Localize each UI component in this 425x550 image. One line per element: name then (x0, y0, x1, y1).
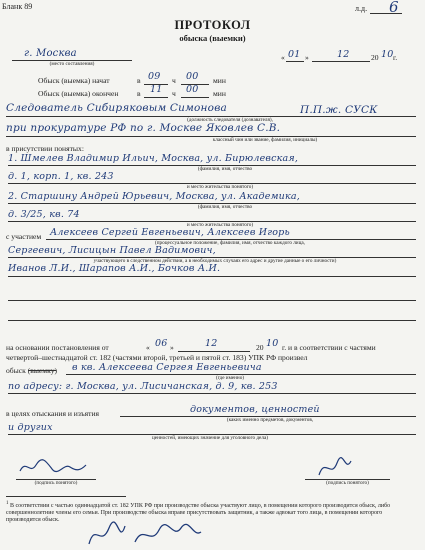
participants-line2: Сергеевич, Лисицын Павел Вадимович, (8, 245, 216, 256)
basis-day: 06 (155, 338, 168, 349)
basis-open-quote: « (146, 343, 150, 352)
end-label: Обыск (выемка) окончен (38, 89, 119, 98)
witness1-caption2: и место жительства понятого) (186, 184, 254, 190)
footnote-rule (6, 496, 126, 497)
participants-caption1: (процессуальное положение, фамилия, имя, отчество каждого лица, (155, 240, 305, 246)
investigator-caption1: (должность следователя (дознавателя), (187, 117, 273, 123)
basis-line4-rule (8, 393, 416, 394)
basis-line4: по адресу: г. Москва, ул. Лисичанская, д. 9, кв. 253 (8, 381, 278, 392)
basis-close-quote: » (170, 343, 174, 352)
investigator-line1b: П.П.ж. СУСК (300, 104, 378, 116)
sheet-label: л.д. (355, 4, 368, 13)
witness1-signature-caption: (подпись понятого) (34, 480, 78, 486)
start-in-label: в (137, 76, 141, 85)
investigator-caption2: классный чин или звание, фамилия, инициалы) (212, 137, 318, 143)
end-minute-line (181, 97, 209, 98)
date-year-value: 10 (381, 49, 394, 60)
basis-suffix: г. и в соответствии с частями (282, 343, 376, 352)
date-day: 01 (288, 49, 301, 60)
end-in-label: в (137, 89, 141, 98)
participants-rule4 (8, 300, 416, 301)
form-label: Бланк 89 (2, 2, 33, 11)
witness1-line1: 1. Шмелев Владимир Ильич, Москва, ул. Бирюлевская, (8, 153, 299, 164)
purpose-caption1: (каких именно предметов, документов, (226, 417, 314, 423)
basis-month-line (178, 351, 250, 352)
witness2-signature-caption: (подпись понятого) (326, 480, 369, 486)
witness2-caption: (фамилия, имя, отчество (197, 204, 253, 210)
footnote-marker: 1 (6, 501, 9, 506)
basis-strike (28, 370, 56, 371)
witness2-signature (315, 455, 355, 481)
place-value: г. Москва (24, 48, 77, 59)
purpose-line2: и других (8, 422, 53, 433)
participants-line3: Иванов Л.И., Шарапов А.И., Бочков А.И. (8, 263, 221, 274)
participants-rule3 (8, 276, 416, 277)
bottom-signatures (85, 518, 205, 550)
sheet-number: 6 (389, 0, 399, 16)
witness1-line2: д. 1, корп. 1, кв. 243 (8, 171, 114, 182)
date-year-suffix: г. (393, 53, 398, 62)
date-open-quote: « (281, 53, 285, 62)
date-month-line (312, 61, 370, 62)
date-close-quote: » (305, 53, 309, 62)
basis-caption3: (где именно) (215, 375, 245, 381)
participants-caption2: участвующего в следственном действии, а в необходимых случаях его адрес и другие данные о его личности) (93, 258, 337, 264)
witness2-caption2: и место жительства понятого) (186, 222, 254, 228)
end-hour-line (144, 97, 168, 98)
investigator-line1: Следователь Сибиряковым Симонова (6, 102, 227, 114)
participants-line1: Алексеев Сергей Евгеньевич, Алексеев Игорь (50, 227, 290, 238)
purpose-label: в целях отыскания и изъятия (6, 409, 100, 418)
document-subtitle: обыска (выемки) (179, 33, 246, 43)
start-h-label: ч (172, 76, 176, 85)
start-min-label: мин (213, 76, 226, 85)
footnote (6, 500, 418, 525)
start-minute: 00 (186, 71, 199, 82)
witness1-caption: (фамилия, имя, отчество (197, 166, 253, 172)
witness2-line1: 2. Старшину Андрей Юрьевич, Москва, ул. Академика, (8, 191, 300, 202)
footnote-text: В соответствии с частью одиннадцатой ст. 182 УПК РФ при производстве обыска участвуют лицо, в помещении которого производится обыск, либо совершеннолетние члены его семьи. При производстве обыска вправе присутствовать защитник, а также адвокат того лица, в помещении которого производится обыск. (6, 503, 391, 524)
investigator-line2: при прокуратуре РФ по г. Москве Яковлев С.В. (6, 122, 281, 134)
date-month: 12 (337, 49, 350, 60)
basis-year-value: 10 (266, 338, 279, 349)
document-title: ПРОТОКОЛ (174, 18, 251, 32)
end-h-label: ч (172, 89, 176, 98)
basis-year-prefix: 20 (256, 343, 264, 352)
basis-line2: четвертой–шестнадцатой ст. 182 (частями второй, третьей и пятой ст. 183) УПК РФ произвел (6, 353, 308, 362)
witness2-line2: д. 3/25, кв. 74 (8, 209, 80, 220)
basis-line3-value: в кв. Алексеева Сергея Евгеньевича (72, 362, 262, 373)
purpose-caption2: ценностей, имеющих значение для уголовного дела) (152, 435, 268, 441)
sheet-number-line (370, 13, 402, 14)
basis-line3-label-text: обыск (выемку) (6, 366, 58, 375)
witnesses-intro: в присутствии понятых: (6, 144, 84, 153)
start-hour: 09 (148, 71, 161, 82)
place-caption: (место составления) (49, 61, 95, 67)
basis-prefix: на основании постановления от (6, 343, 109, 352)
witness1-signature (18, 455, 88, 479)
participants-rule5 (8, 320, 416, 321)
end-minute: 00 (186, 84, 199, 95)
start-label: Обыск (выемка) начат (38, 76, 110, 85)
purpose-value: документов, ценностей (190, 404, 320, 415)
date-day-line (286, 61, 304, 62)
basis-month: 12 (205, 338, 218, 349)
participants-label: с участием (6, 232, 42, 241)
end-min-label: мин (213, 89, 226, 98)
date-year-prefix: 20 (371, 53, 379, 62)
end-hour: 11 (150, 84, 163, 95)
